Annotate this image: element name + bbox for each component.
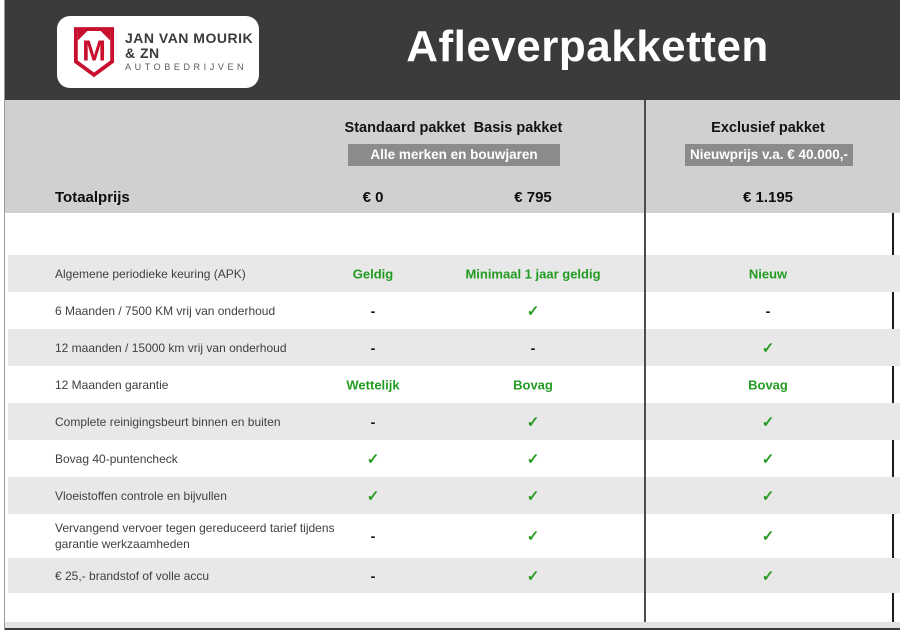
column-header-exclusief: Exclusief pakket xyxy=(711,120,825,136)
feature-label: Vloeistoffen controle en bijvullen xyxy=(55,488,227,503)
table-row xyxy=(8,558,900,593)
table-row xyxy=(8,514,900,558)
cell-exclusief: ✓ xyxy=(761,450,775,468)
table-row xyxy=(8,292,900,329)
feature-label: Complete reinigingsbeurt binnen en buiten xyxy=(55,414,281,429)
feature-label: € 25,- brandstof of volle accu xyxy=(55,568,210,583)
cell-basis: Minimaal 1 jaar geldig xyxy=(465,266,601,281)
logo-text xyxy=(125,31,259,74)
total-basis: € 795 xyxy=(514,189,552,206)
cell-standaard: Geldig xyxy=(352,266,394,281)
cell-standaard: - xyxy=(370,339,376,356)
cell-exclusief: ✓ xyxy=(761,413,775,431)
logo-company-name: JAN VAN MOURIK & ZN xyxy=(125,29,254,62)
feature-label: Algemene periodieke keuring (APK) xyxy=(55,266,246,281)
cell-exclusief: - xyxy=(765,302,771,319)
cell-basis: ✓ xyxy=(526,450,540,468)
column-header-standaard: Standaard pakket xyxy=(344,120,466,136)
badge-new-price: Nieuwprijs v.a. € 40.000,- xyxy=(685,144,853,166)
exclusief-column-divider xyxy=(644,100,646,622)
totals-label: Totaalprijs xyxy=(55,189,130,206)
cell-standaard: - xyxy=(370,567,376,584)
feature-table xyxy=(8,255,900,593)
table-row xyxy=(8,366,900,403)
cell-basis: Bovag xyxy=(513,377,553,392)
badge-all-brands: Alle merken en bouwjaren xyxy=(348,144,560,166)
total-standaard: € 0 xyxy=(362,189,384,206)
cell-basis: - xyxy=(530,339,536,356)
cell-basis: ✓ xyxy=(526,413,540,431)
cell-basis: ✓ xyxy=(526,567,540,585)
cell-standaard: ✓ xyxy=(366,450,380,468)
cell-standaard: Wettelijk xyxy=(346,377,400,392)
cell-exclusief: ✓ xyxy=(761,487,775,505)
cell-standaard: - xyxy=(370,528,376,544)
feature-label: Bovag 40-puntencheck xyxy=(55,451,178,466)
table-row xyxy=(8,403,900,440)
cell-standaard: - xyxy=(370,413,376,430)
cell-exclusief: ✓ xyxy=(761,528,775,545)
table-row xyxy=(8,477,900,514)
column-header-basis: Basis pakket xyxy=(473,120,563,136)
logo-subtitle: AUTOBEDRIJVEN xyxy=(125,62,248,73)
cell-standaard: - xyxy=(370,302,376,319)
brand-shield-icon xyxy=(73,26,115,78)
column-header-band xyxy=(5,100,900,213)
cell-basis: ✓ xyxy=(526,528,540,545)
total-exclusief: € 1.195 xyxy=(742,189,794,206)
feature-label: 12 maanden / 15000 km vrij van onderhoud xyxy=(55,340,287,355)
cell-exclusief: ✓ xyxy=(761,567,775,585)
cell-exclusief: Nieuw xyxy=(748,266,788,281)
header xyxy=(5,0,900,100)
cell-basis: ✓ xyxy=(526,302,540,320)
svg-text:M: M xyxy=(82,35,106,68)
feature-label: 6 Maanden / 7500 KM vrij van onderhoud xyxy=(55,303,276,318)
company-logo xyxy=(57,16,259,88)
table-row xyxy=(8,255,900,292)
table-row xyxy=(8,329,900,366)
totals-row xyxy=(5,186,900,213)
cell-standaard: ✓ xyxy=(366,487,380,505)
page-title: Afleverpakketten xyxy=(406,22,769,71)
cell-exclusief: ✓ xyxy=(761,339,775,357)
cell-exclusief: Bovag xyxy=(748,377,788,392)
feature-label: Vervangend vervoer tegen gereduceerd tarief tijdens garantie werkzaamheden xyxy=(55,520,335,551)
cell-basis: ✓ xyxy=(526,487,540,505)
feature-label: 12 Maanden garantie xyxy=(55,377,169,392)
table-row xyxy=(8,440,900,477)
page-left-edge xyxy=(0,0,5,630)
